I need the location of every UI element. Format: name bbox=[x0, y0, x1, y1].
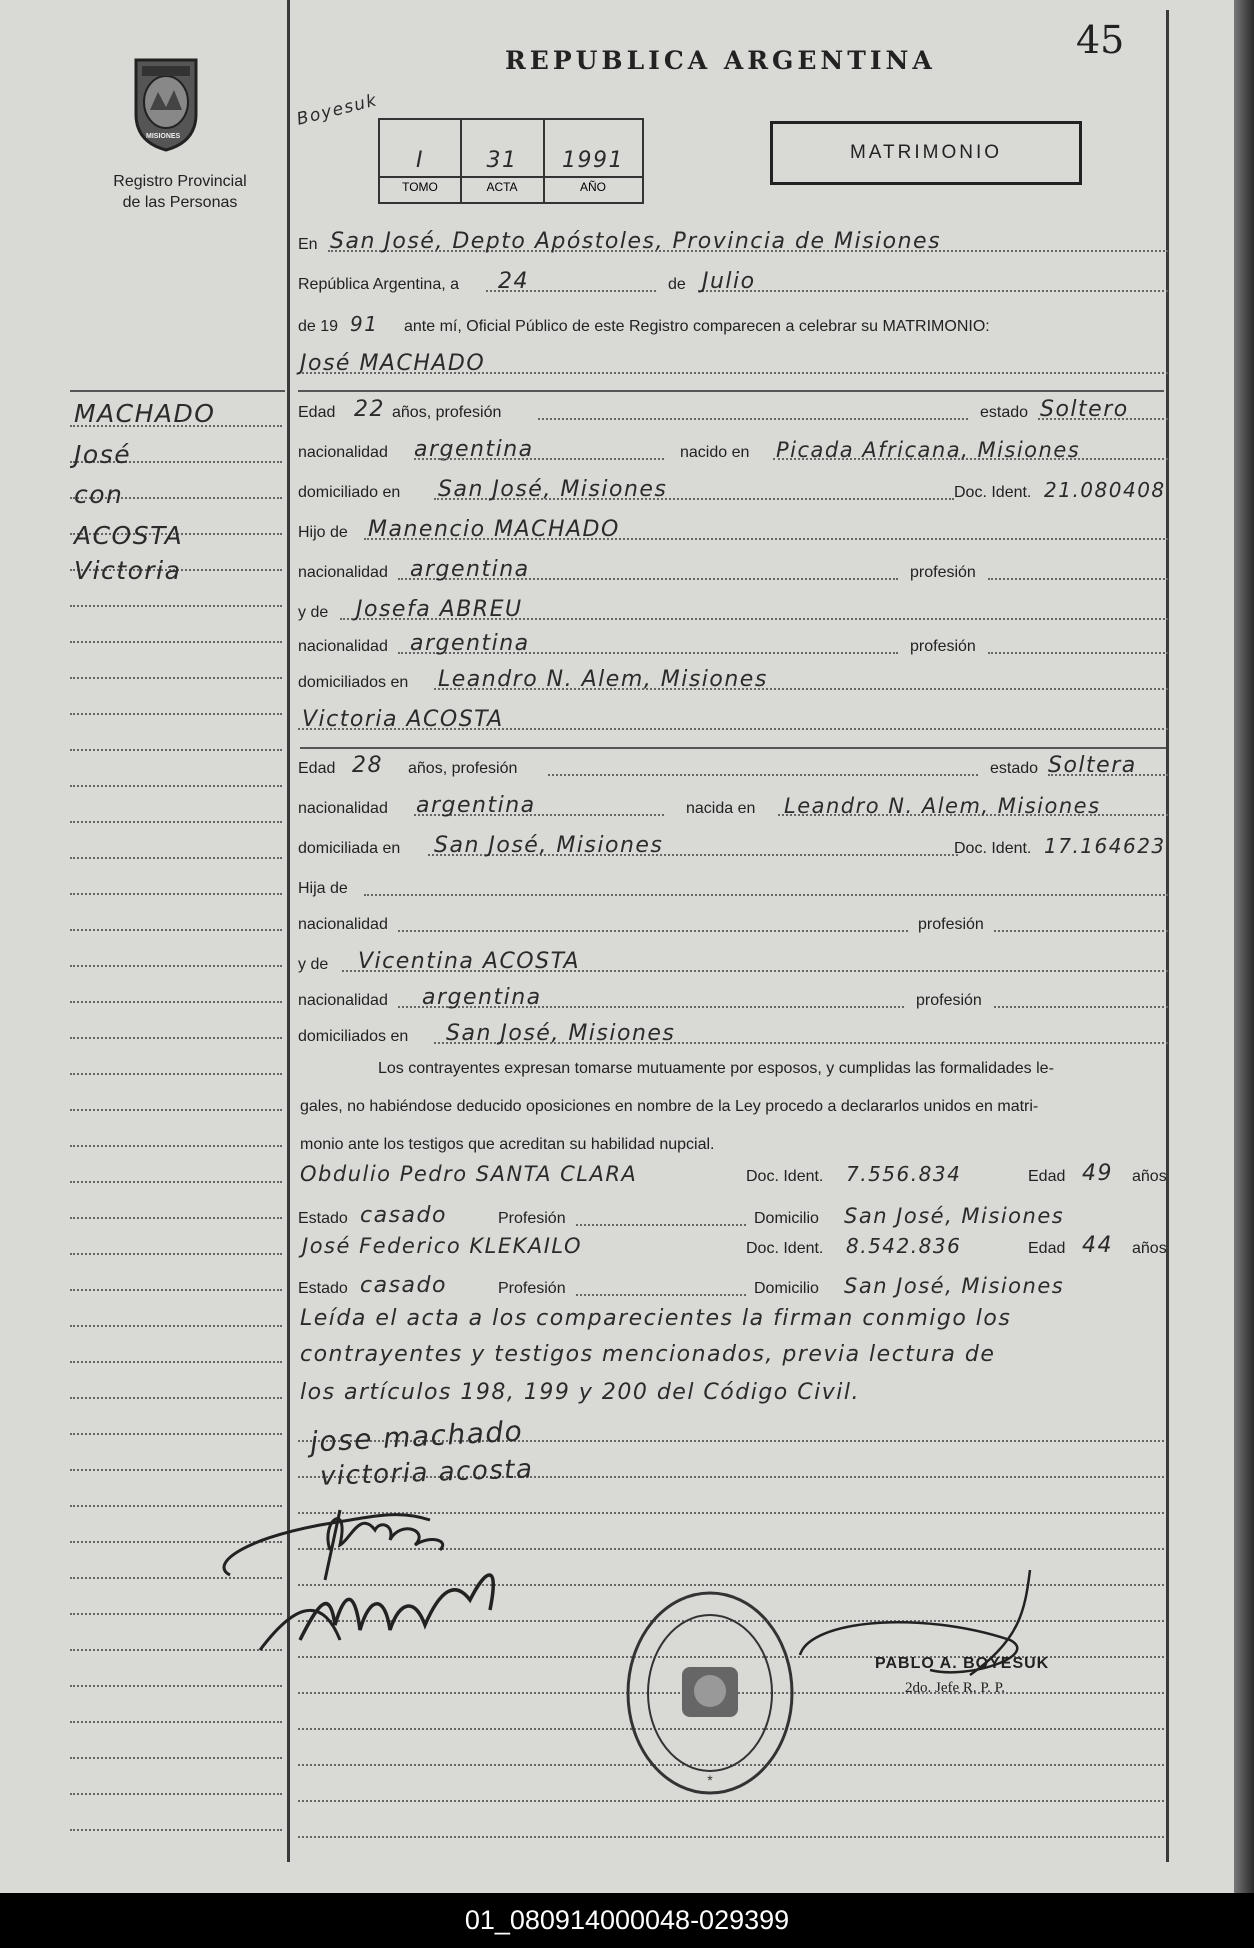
ano-label: AÑO bbox=[579, 180, 606, 194]
bride-mother-nat-label: nacionalidad bbox=[298, 992, 388, 1009]
bride-mother: Vicentina ACOSTA bbox=[358, 949, 581, 974]
groom-nacido-label: nacido en bbox=[680, 444, 750, 461]
bride-nat-row bbox=[298, 792, 1168, 822]
margin-groom-given: José bbox=[74, 440, 132, 469]
body-ruled-line bbox=[298, 1800, 1164, 1802]
bride-yde-label: y de bbox=[298, 956, 329, 973]
bride-edad-label: Edad bbox=[298, 760, 336, 777]
groom-doc-label: Doc. Ident. bbox=[954, 484, 1032, 501]
margin-ruled-line bbox=[70, 641, 282, 643]
margin-groom-surname: MACHADO bbox=[74, 399, 216, 428]
bride-mother-nat: argentina bbox=[422, 985, 542, 1010]
groom-domicile-row bbox=[298, 476, 1168, 506]
page-number: 45 bbox=[1076, 18, 1125, 62]
groom-mother-nat-label: nacionalidad bbox=[298, 638, 388, 655]
bride-age-row bbox=[298, 752, 1168, 782]
witness1-anos-label: años bbox=[1132, 1168, 1167, 1185]
bride-mother-prof-label: profesión bbox=[916, 992, 982, 1009]
acta-value: 31 bbox=[486, 148, 518, 173]
margin-ruled-line bbox=[70, 677, 282, 679]
place-value: San José, Depto Apóstoles, Provincia de Misiones bbox=[330, 229, 942, 254]
groom-father: Manencio MACHADO bbox=[368, 517, 620, 542]
registrar-annotation: Boyesuk bbox=[294, 90, 380, 130]
margin-ruled-line bbox=[70, 1253, 282, 1255]
svg-text:*: * bbox=[707, 1772, 713, 1788]
groom-nationality: argentina bbox=[414, 437, 534, 462]
declaration-line1: Los contrayentes expresan tomarse mutuamente por esposos, y cumplidas las formalidades le- bbox=[378, 1060, 1054, 1077]
witness2-name: José Federico KLEKAILO bbox=[302, 1234, 583, 1258]
margin-ruled-line bbox=[70, 605, 282, 607]
witness1-prof-label: Profesión bbox=[498, 1210, 566, 1227]
margin-ruled-line bbox=[70, 1217, 282, 1219]
tomo-value: I bbox=[416, 148, 424, 173]
groom-parents-dom-row bbox=[298, 666, 1168, 696]
bride-nationality: argentina bbox=[416, 793, 536, 818]
witness1-estado: casado bbox=[360, 1203, 447, 1228]
witness2-doc: 8.542.836 bbox=[846, 1234, 962, 1258]
margin-con: con bbox=[74, 480, 124, 509]
groom-estado-label: estado bbox=[980, 404, 1029, 421]
bride-signature: victoria acosta bbox=[319, 1454, 534, 1492]
margin-ruled-line bbox=[70, 1361, 282, 1363]
acta-label: ACTA bbox=[486, 180, 518, 194]
groom-age-row bbox=[298, 396, 1168, 426]
intro-date-row bbox=[298, 268, 1168, 298]
groom-signature: jose machado bbox=[309, 1414, 524, 1459]
office-name-line2: de las Personas bbox=[122, 194, 238, 211]
tomo-label: TOMO bbox=[402, 180, 438, 194]
groom-separator bbox=[298, 390, 1164, 392]
margin-ruled-line bbox=[70, 749, 282, 751]
witness1-domicile: San José, Misiones bbox=[844, 1204, 1065, 1228]
witness1-estado-label: Estado bbox=[298, 1210, 348, 1227]
bride-nacida-label: nacida en bbox=[686, 800, 756, 817]
witness1-doc-label: Doc. Ident. bbox=[746, 1168, 824, 1185]
ano-value: 1991 bbox=[562, 148, 624, 173]
margin-ruled-line bbox=[70, 1469, 282, 1471]
bride-mother-nat-row bbox=[298, 984, 1168, 1014]
margin-ruled-line bbox=[70, 857, 282, 859]
official-signature bbox=[790, 1560, 1090, 1700]
margin-ruled-line bbox=[70, 1001, 282, 1003]
record-type-box bbox=[770, 121, 1082, 185]
groom-estado: Soltero bbox=[1040, 397, 1129, 422]
bride-age: 28 bbox=[352, 753, 383, 778]
margin-bride-surname: ACOSTA bbox=[74, 521, 184, 550]
image-identifier: 01_080914000048-029399 bbox=[0, 1893, 1254, 1948]
left-separator bbox=[70, 390, 285, 392]
groom-name-row bbox=[298, 350, 1168, 380]
witness1-detail-row bbox=[298, 1202, 1168, 1232]
year-prefix: de 19 bbox=[298, 318, 339, 335]
margin-ruled-line bbox=[70, 821, 282, 823]
margin-ruled-line bbox=[70, 1829, 282, 1831]
province-emblem bbox=[128, 52, 204, 152]
groom-father-nat-label: nacionalidad bbox=[298, 564, 388, 581]
groom-parents-dom: Leandro N. Alem, Misiones bbox=[438, 667, 768, 692]
groom-father-row bbox=[298, 516, 1168, 546]
bride-doc: 17.164623 bbox=[1044, 834, 1166, 858]
witness-signatures bbox=[200, 1480, 620, 1680]
country-title: REPUBLICA ARGENTINA bbox=[505, 46, 936, 75]
margin-ruled-line bbox=[70, 1181, 282, 1183]
month-value: Julio bbox=[702, 269, 756, 294]
groom-birthplace: Picada Africana, Misiones bbox=[776, 438, 1081, 462]
record-type-label: MATRIMONIO bbox=[849, 142, 1003, 163]
groom-parents-dom-label: domiciliados en bbox=[298, 674, 409, 691]
margin-ruled-line bbox=[70, 1397, 282, 1399]
groom-edad-label: Edad bbox=[298, 404, 336, 421]
margin-ruled-line bbox=[70, 1757, 282, 1759]
closing-line1: Leída el acta a los comparecientes la firman conmigo los bbox=[300, 1306, 1012, 1331]
witness2-estado-label: Estado bbox=[298, 1280, 348, 1297]
record-number-box bbox=[378, 118, 644, 204]
groom-dom-label: domiciliado en bbox=[298, 484, 401, 501]
groom-father-prof-label: profesión bbox=[910, 564, 976, 581]
margin-ruled-line bbox=[70, 785, 282, 787]
bride-domicile-row bbox=[298, 832, 1168, 862]
intro-place-row bbox=[298, 228, 1168, 258]
official-name: PABLO A. BOYESUK bbox=[875, 1655, 1050, 1672]
margin-ruled-line bbox=[70, 1433, 282, 1435]
emblem-text: MISIONES bbox=[146, 133, 181, 140]
bride-separator bbox=[300, 747, 1166, 749]
witness1-name: Obdulio Pedro SANTA CLARA bbox=[300, 1162, 638, 1186]
bride-anos-label: años, profesión bbox=[408, 760, 518, 777]
witness2-dom-label: Domicilio bbox=[754, 1280, 819, 1297]
bride-hija-label: Hija de bbox=[298, 880, 348, 897]
bride-nac-label: nacionalidad bbox=[298, 800, 388, 817]
republica-label: República Argentina, a bbox=[298, 276, 459, 293]
bride-father-nat-row bbox=[298, 908, 1168, 938]
witness2-domicile: San José, Misiones bbox=[844, 1274, 1065, 1298]
margin-ruled-line bbox=[70, 1325, 282, 1327]
witness1-age: 49 bbox=[1082, 1161, 1113, 1186]
declaration-line3: monio ante los testigos que acreditan su habilidad nupcial. bbox=[300, 1136, 715, 1153]
groom-hijo-label: Hijo de bbox=[298, 524, 348, 541]
bride-father-nat-label: nacionalidad bbox=[298, 916, 388, 933]
margin-ruled-line bbox=[70, 713, 282, 715]
groom-mother-row bbox=[298, 596, 1168, 626]
margin-bride-given: Victoria bbox=[74, 556, 182, 585]
bride-domicile: San José, Misiones bbox=[434, 833, 664, 858]
groom-domicile: San José, Misiones bbox=[438, 477, 668, 502]
statement-text: ante mí, Oficial Público de este Registro comparecen a celebrar su MATRIMONIO: bbox=[404, 318, 990, 335]
closing-line2: contrayentes y testigos mencionados, previa lectura de bbox=[300, 1342, 996, 1367]
groom-mother-prof-label: profesión bbox=[910, 638, 976, 655]
witness1-dom-label: Domicilio bbox=[754, 1210, 819, 1227]
margin-ruled-line bbox=[70, 1793, 282, 1795]
intro-statement-row bbox=[298, 310, 1168, 340]
witness1-edad-label: Edad bbox=[1028, 1168, 1066, 1185]
groom-father-nat-row bbox=[298, 556, 1168, 586]
witness2-edad-label: Edad bbox=[1028, 1240, 1066, 1257]
groom-doc: 21.080408 bbox=[1044, 478, 1166, 502]
margin-ruled-line bbox=[70, 929, 282, 931]
margin-ruled-line bbox=[70, 965, 282, 967]
official-title: 2do. Jefe R. P. P. bbox=[905, 1680, 1006, 1696]
witness2-detail-row bbox=[298, 1272, 1168, 1302]
witness2-estado: casado bbox=[360, 1273, 447, 1298]
closing-line3: los artículos 198, 199 y 200 del Código Civil. bbox=[300, 1380, 860, 1405]
bride-estado: Soltera bbox=[1048, 753, 1137, 778]
bride-parents-dom: San José, Misiones bbox=[446, 1021, 676, 1046]
declaration-line2: gales, no habiéndose deducido oposiciones en nombre de la Ley procedo a declararlos unidos en matri- bbox=[300, 1098, 1039, 1115]
margin-ruled-line bbox=[70, 1721, 282, 1723]
margin-ruled-line bbox=[70, 1109, 282, 1111]
margin-ruled-line bbox=[70, 893, 282, 895]
groom-mother-nat: argentina bbox=[410, 631, 530, 656]
groom-yde-label: y de bbox=[298, 604, 329, 621]
witness2-anos-label: años bbox=[1132, 1240, 1167, 1257]
bride-name-row bbox=[298, 706, 1168, 736]
de-label: de bbox=[668, 276, 686, 293]
bride-mother-row bbox=[298, 948, 1168, 978]
body-ruled-line bbox=[298, 1836, 1164, 1838]
margin-ruled-line bbox=[70, 1685, 282, 1687]
groom-mother-nat-row bbox=[298, 630, 1168, 660]
bride-dom-label: domiciliada en bbox=[298, 840, 401, 857]
registry-stamp bbox=[620, 1585, 800, 1800]
bride-birthplace: Leandro N. Alem, Misiones bbox=[784, 794, 1101, 818]
margin-ruled-line bbox=[70, 1037, 282, 1039]
groom-anos-label: años, profesión bbox=[392, 404, 502, 421]
groom-mother: Josefa ABREU bbox=[356, 597, 523, 622]
office-name-line1: Registro Provincial bbox=[113, 173, 247, 190]
groom-age: 22 bbox=[354, 397, 385, 422]
page-edge bbox=[1234, 0, 1254, 1893]
groom-father-nat: argentina bbox=[410, 557, 530, 582]
year-value: 91 bbox=[350, 312, 379, 336]
groom-name: José MACHADO bbox=[300, 351, 486, 376]
witness2-row bbox=[298, 1232, 1168, 1262]
witness2-doc-label: Doc. Ident. bbox=[746, 1240, 824, 1257]
witness1-row bbox=[298, 1160, 1168, 1190]
margin-ruled-line bbox=[70, 1289, 282, 1291]
groom-nat-row bbox=[298, 436, 1168, 466]
margin-ruled-line bbox=[70, 1145, 282, 1147]
bride-parents-dom-label: domiciliados en bbox=[298, 1028, 409, 1045]
witness2-age: 44 bbox=[1082, 1233, 1113, 1258]
bride-father-row bbox=[298, 872, 1168, 902]
day-value: 24 bbox=[498, 269, 529, 294]
witness2-prof-label: Profesión bbox=[498, 1280, 566, 1297]
bride-name: Victoria ACOSTA bbox=[302, 707, 504, 732]
witness1-doc: 7.556.834 bbox=[846, 1162, 962, 1186]
bride-parents-dom-row bbox=[298, 1020, 1168, 1050]
bride-doc-label: Doc. Ident. bbox=[954, 840, 1032, 857]
groom-nac-label: nacionalidad bbox=[298, 444, 388, 461]
margin-ruled-line bbox=[70, 1073, 282, 1075]
bride-estado-label: estado bbox=[990, 760, 1039, 777]
bride-father-prof-label: profesión bbox=[918, 916, 984, 933]
en-label: En bbox=[298, 236, 318, 253]
